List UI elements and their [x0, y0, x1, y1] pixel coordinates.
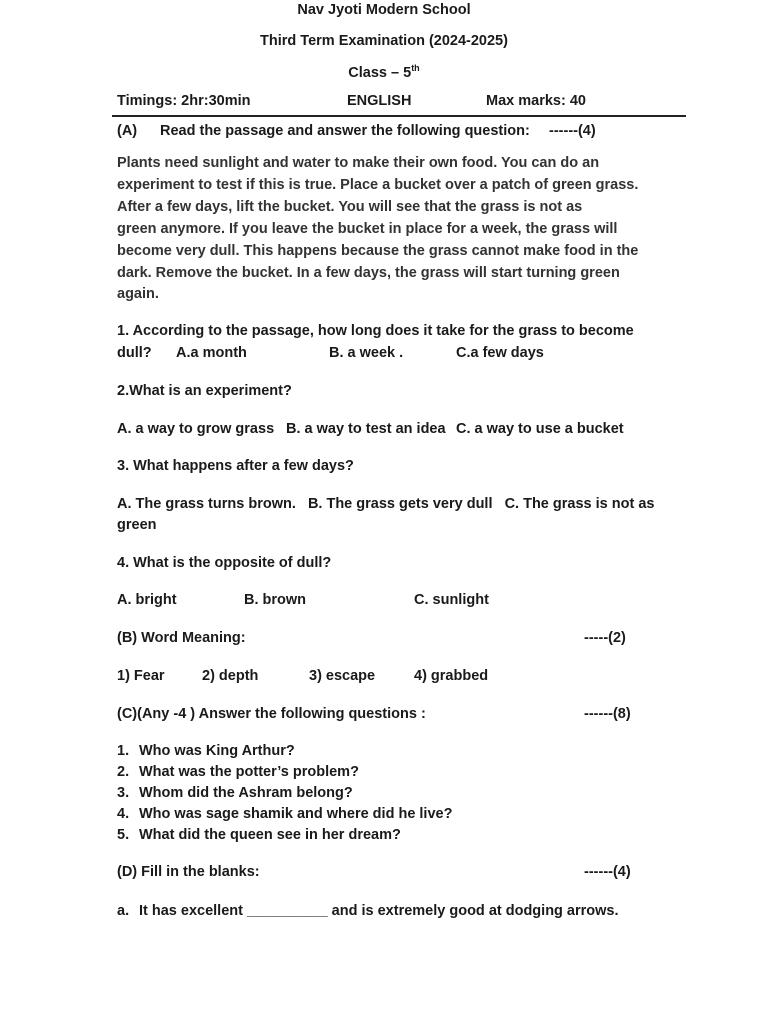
passage-line: Plants need sunlight and water to make their own food. You can do an	[117, 155, 600, 171]
section-a-marks: ------(4)	[549, 123, 596, 139]
section-b-title: (B) Word Meaning:	[117, 630, 246, 646]
question-3-text: 3. What happens after a few days?	[117, 458, 354, 474]
exam-title: Third Term Examination (2024-2025)	[260, 33, 508, 49]
section-c-marks: ------(8)	[584, 706, 631, 722]
question-1-option-b: B. a week .	[329, 345, 404, 361]
question-3-options: A. The grass turns brown. B. The grass gets very dull C. The grass is not as	[117, 496, 655, 512]
question-1-option-c: C.a few days	[456, 345, 544, 361]
question-4-option-b: B. brown	[244, 592, 307, 608]
class-text: Class – 5	[348, 65, 412, 81]
question-4-option-c: C. sunlight	[414, 592, 489, 608]
section-c-question: Who was sage shamik and where did he live?	[139, 806, 453, 822]
section-c-question: What did the queen see in her dream?	[139, 827, 401, 843]
fill-blank-line: __________	[247, 903, 328, 919]
word-1: 1) Fear	[117, 668, 165, 684]
word-4: 4) grabbed	[414, 668, 489, 684]
question-4-option-a: A. bright	[117, 592, 177, 608]
word-3: 3) escape	[309, 668, 376, 684]
passage-line: become very dull. This happens because the grass cannot make food in the	[117, 243, 639, 259]
section-c-question: Whom did the Ashram belong?	[139, 785, 353, 801]
section-c-question-number: 2.	[117, 764, 130, 780]
passage-line: dark. Remove the bucket. In a few days, the grass will start turning green	[117, 265, 620, 281]
question-3-options-cont: green	[117, 517, 157, 533]
question-2-option-c: C. a way to use a bucket	[456, 421, 624, 437]
class-superscript: th	[411, 63, 420, 73]
passage-line: again.	[117, 286, 159, 302]
section-c-question-number: 1.	[117, 743, 130, 759]
section-c-title: (C)(Any -4 ) Answer the following questions :	[117, 706, 426, 722]
question-2-text: 2.What is an experiment?	[117, 383, 292, 399]
passage-line: experiment to test if this is true. Place a bucket over a patch of green grass.	[117, 177, 639, 193]
passage-line: green anymore. If you leave the bucket in place for a week, the grass will	[117, 221, 618, 237]
school-name: Nav Jyoti Modern School	[297, 2, 471, 18]
question-1-stem-end: dull?	[117, 345, 152, 361]
class-line	[0, 63, 768, 81]
section-c-question-number: 3.	[117, 785, 130, 801]
section-d-marks: ------(4)	[584, 864, 631, 880]
subject: ENGLISH	[347, 93, 412, 109]
fill-blank-text-after: and is extremely good at dodging arrows.	[327, 903, 619, 919]
question-2-option-a: A. a way to grow grass	[117, 421, 275, 437]
section-c-question: Who was King Arthur?	[139, 743, 295, 759]
fill-blank-text-before: It has excellent	[139, 903, 247, 919]
timings: Timings: 2hr:30min	[117, 93, 251, 109]
section-c-question-number: 5.	[117, 827, 130, 843]
fill-blank-sentence	[139, 903, 619, 919]
section-a-label: (A)	[117, 123, 138, 139]
question-1-text: 1. According to the passage, how long does it take for the grass to become	[117, 323, 634, 339]
section-c-question-number: 4.	[117, 806, 130, 822]
header-rule	[112, 115, 686, 117]
max-marks: Max marks: 40	[486, 93, 586, 109]
word-2: 2) depth	[202, 668, 259, 684]
section-b-marks: -----(2)	[584, 630, 626, 646]
section-d-title: (D) Fill in the blanks:	[117, 864, 260, 880]
passage-line: After a few days, lift the bucket. You will see that the grass is not as	[117, 199, 583, 215]
question-1-option-a: A.a month	[176, 345, 247, 361]
question-4-text: 4. What is the opposite of dull?	[117, 555, 332, 571]
fill-blank-label: a.	[117, 903, 130, 919]
section-c-question: What was the potter’s problem?	[139, 764, 359, 780]
question-2-option-b: B. a way to test an idea	[286, 421, 446, 437]
section-a-title: Read the passage and answer the following question:	[160, 123, 530, 139]
